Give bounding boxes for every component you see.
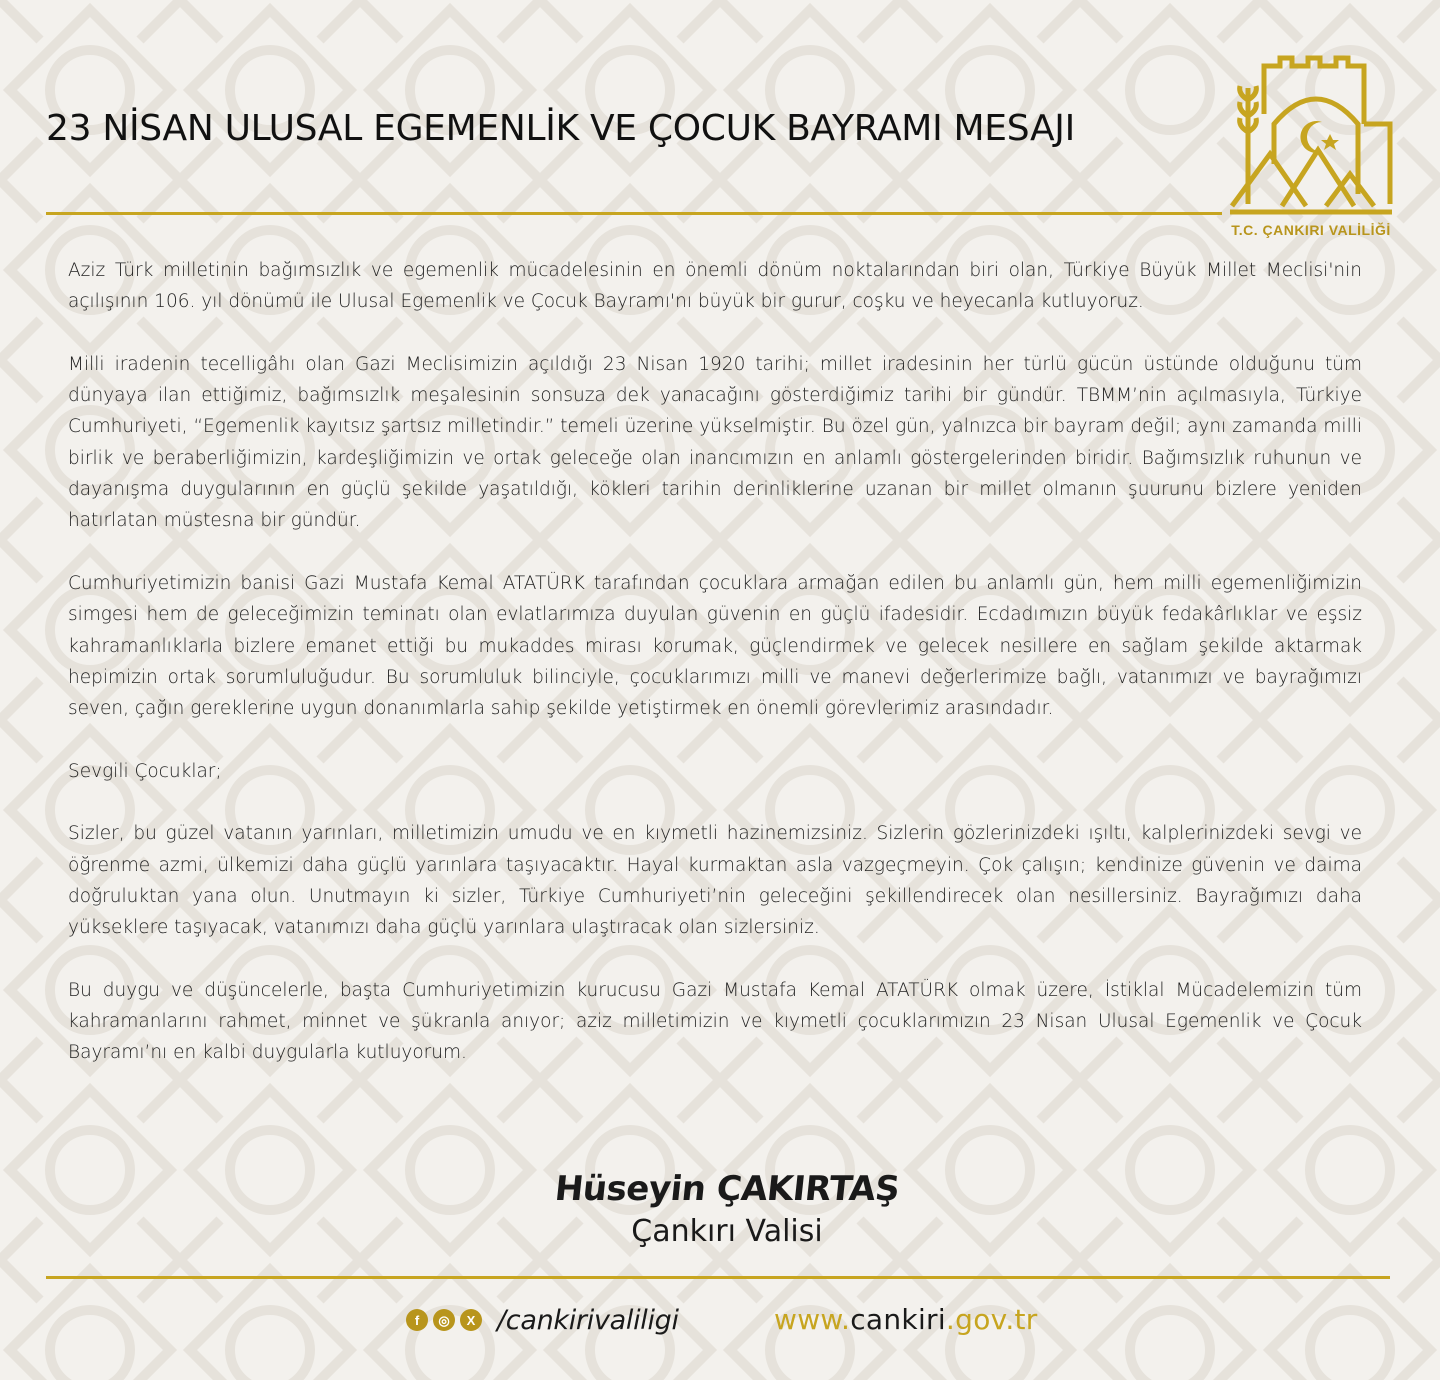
instagram-icon[interactable]: ◎: [433, 1309, 455, 1331]
facebook-icon[interactable]: f: [406, 1309, 428, 1331]
title-divider: [46, 212, 1222, 215]
message-paragraph: Milli iradenin tecelligâhı olan Gazi Meclisimizin açıldığı 23 Nisan 1920 tarihi; millet iradesinin her türlü gücün üstünde olduğunu tüm dünyaya ilan ettiğimiz, bağımsızlık meşalesinin sonsuza dek yanacağını gösterdiğimiz tarihi bir gündür. TBMM’nin açılmasıyla, Türkiye Cumhuriyeti, “Egemenlik kayıtsız şartsız milletindir.” temeli üzerine yükselmiştir. Bu özel gün, yalnızca bir bayram değil; aynı zamanda milli birlik ve beraberliğimizin, kardeşliğimizin ve ortak geleceğe olan inancımızın en anlamlı göstergelerinden biridir. Bağımsızlık ruhunun ve dayanışma duygularının en güçlü şekilde yaşatıldığı, kökleri tarihin derinliklerine uzanan bir millet olmanın şuurunu bizlere yeniden hatırlatan müstesna bir gündür.: [68, 353, 1362, 532]
website-link[interactable]: [774, 1300, 1038, 1340]
x-icon[interactable]: X: [460, 1309, 482, 1331]
social-footer: [406, 1300, 679, 1340]
signature-block: [0, 1166, 1440, 1252]
message-paragraph: Aziz Türk milletinin bağımsızlık ve egemenlik mücadelesinin en önemli dönüm noktalarından biri olan, Türkiye Büyük Millet Meclisi'nin açılışının 106. yıl dönümü ile Ulusal Egemenlik ve Çocuk Bayramı'nı büyük bir gurur, coşku ve heyecanla kutluyoruz.: [68, 260, 1362, 313]
page-title: 23 NİSAN ULUSAL EGEMENLİK VE ÇOCUK BAYRAMI MESAJI: [46, 108, 1075, 149]
signature-title: Çankırı Valisi: [631, 1214, 823, 1249]
footer-divider: [46, 1276, 1390, 1279]
message-paragraph: Sizler, bu güzel vatanın yarınları, milletimizin umudu ve en kıymetli hazinemizsiniz. Sizlerin gözlerinizdeki ışıltı, kalplerinizdeki sevgi ve öğrenme azmi, ülkemizi daha güçlü yarınlara taşıyacaktır. Hayal kurmaktan asla vazgeçmeyin. Çok çalışın; kendinize güvenin ve daima doğruluktan yana olun. Unutmayın ki sizler, Türkiye Cumhuriyeti’nin geleceğini şekillendirecek olan nesillersiniz. Bayrağımızı daha yükseklere taşıyacak, vatanımızı daha güçlü yarınlara ulaştıracak olan sizlersiniz.: [68, 823, 1362, 939]
message-paragraph: Cumhuriyetimizin banisi Gazi Mustafa Kemal ATATÜRK tarafından çocuklara armağan edilen bu anlamlı gün, hem milli egemenliğimizin simgesi hem de geleceğimizin teminatı olan evlatlarımıza duyulan güvenin en güçlü ifadesidir. Ecdadımızın büyük fedakârlıklar ve eşsiz kahramanlıklarla bizlere emanet ettiği bu mukaddes mirası korumak, güçlendirmek ve gelecek nesillere en sağlam şekilde aktarmak hepimizin ortak sorumluluğudur. Bu sorumluluk bilinciyle, çocuklarımızı milli ve manevi değerlerimize bağlı, vatanımızı ve bayrağımızı seven, çağın gereklerine uygun donanımlarla sahip şekilde yetiştirmek en önemli görevlerimiz arasındadır.: [68, 572, 1362, 720]
website-domain: cankiri: [850, 1303, 946, 1336]
website-suffix: .gov.tr: [945, 1303, 1038, 1336]
logo-caption: T.C. ÇANKIRI VALİLİĞİ: [1231, 222, 1391, 238]
cankiri-valiligi-logo-icon: [1226, 54, 1396, 240]
social-handle[interactable]: /cankirivaliligi: [497, 1304, 679, 1336]
message-salutation: Sevgili Çocuklar;: [68, 760, 222, 782]
website-prefix: www.: [774, 1303, 851, 1336]
signature-name: Hüseyin ÇAKIRTAŞ: [552, 1169, 902, 1209]
message-paragraph: Bu duygu ve düşüncelerle, başta Cumhuriyetimizin kurucusu Gazi Mustafa Kemal ATATÜRK olmak üzere, İstiklal Mücadelemizin tüm kahramanlarını rahmet, minnet ve şükranla anıyor; aziz milletimizin ve kıymetli çocuklarımızın 23 Nisan Ulusal Egemenlik ve Çocuk Bayramı’nı en kalbi duygularla kutluyorum.: [68, 979, 1362, 1064]
message-body: [68, 255, 1362, 1069]
